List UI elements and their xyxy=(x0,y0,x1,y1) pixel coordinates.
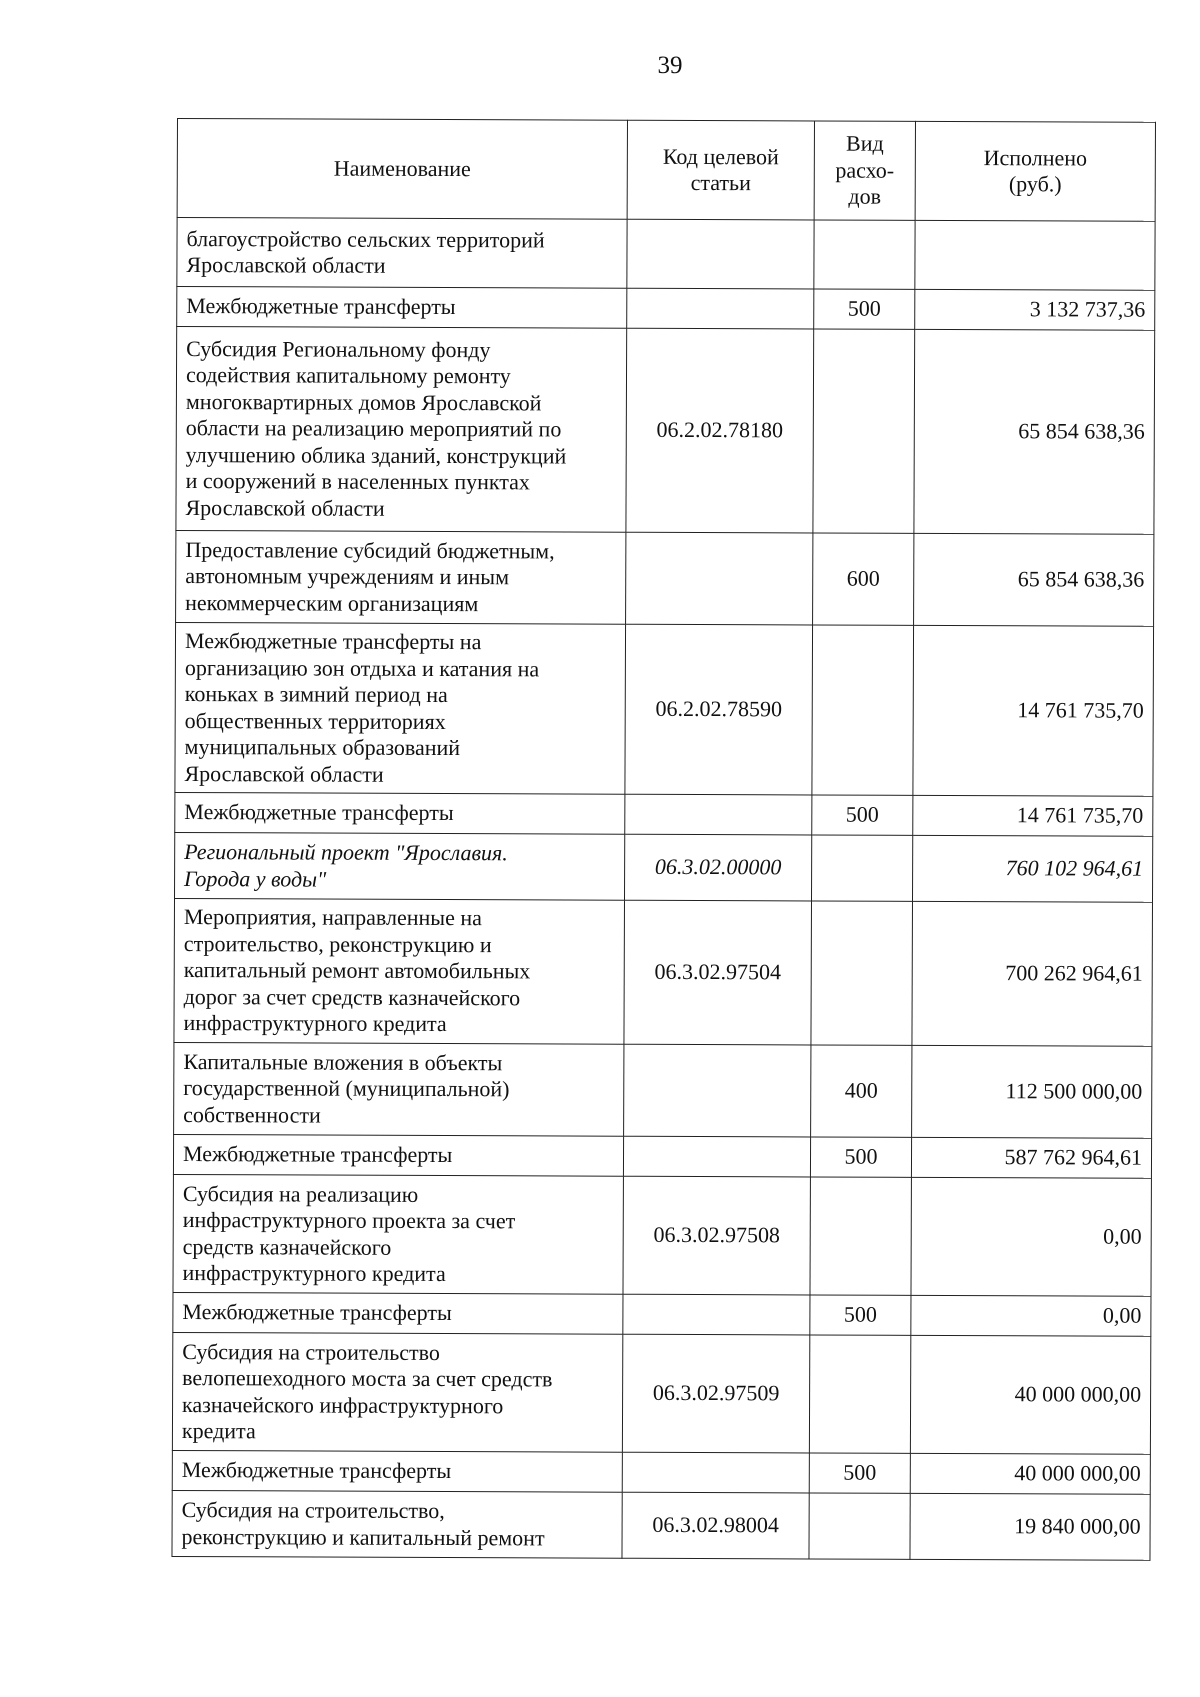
row-name: Межбюджетные трансферты на организацию зон отдыха и катания на коньках в зимний период на общественных территориях муниципальных образований Ярославской области xyxy=(175,622,626,794)
row-code: 06.2.02.78590 xyxy=(625,624,813,795)
header-name: Наименование xyxy=(177,119,627,220)
row-name: Капитальные вложения в объекты государственной (муниципальной) собственности xyxy=(174,1042,624,1136)
row-name: Мероприятия, направленные на строительство, реконструкцию и капитальный ремонт автомобильных дорог за счет средств казначейского инфраструктурного кредита xyxy=(174,898,625,1044)
row-sum: 700 262 964,61 xyxy=(912,901,1153,1046)
row-name: Региональный проект "Ярославия. Города у воды" xyxy=(175,832,625,900)
row-type xyxy=(811,835,912,901)
table-row xyxy=(176,530,1154,626)
table-row xyxy=(177,287,1155,331)
table-row xyxy=(173,1292,1151,1336)
row-name: Предоставление субсидий бюджетным, автономным учреждениям и иным некоммерческим организациям xyxy=(176,530,626,624)
row-name: благоустройство сельских территорий Ярославской области xyxy=(177,218,627,289)
row-type xyxy=(812,625,914,795)
table-row xyxy=(174,1042,1152,1138)
budget-table xyxy=(171,118,1156,1561)
row-sum: 40 000 000,00 xyxy=(910,1453,1150,1494)
row-code xyxy=(627,288,814,329)
row-sum: 587 762 964,61 xyxy=(911,1137,1151,1178)
row-type: 400 xyxy=(811,1045,912,1137)
row-type xyxy=(810,1177,911,1295)
row-sum: 112 500 000,00 xyxy=(912,1045,1152,1138)
row-type: 500 xyxy=(810,1295,911,1335)
row-code: 06.3.02.97504 xyxy=(624,900,812,1045)
header-type: Вид расхо- дов xyxy=(814,121,915,220)
row-code xyxy=(627,219,814,289)
row-name: Межбюджетные трансферты xyxy=(173,1292,623,1334)
row-type: 500 xyxy=(812,795,913,835)
table-row xyxy=(173,1174,1151,1296)
row-code: 06.2.02.78180 xyxy=(626,328,814,533)
row-type xyxy=(814,220,915,289)
row-name: Межбюджетные трансферты xyxy=(177,287,627,329)
table-header-row xyxy=(177,119,1155,222)
row-name: Межбюджетные трансферты xyxy=(175,792,625,834)
row-sum: 40 000 000,00 xyxy=(910,1335,1150,1454)
table-row xyxy=(175,622,1154,796)
row-code xyxy=(623,1294,810,1335)
table-row xyxy=(173,1134,1151,1178)
row-type: 600 xyxy=(813,533,914,625)
row-sum: 19 840 000,00 xyxy=(910,1493,1150,1560)
row-name: Субсидия на реализацию инфраструктурного проекта за счет средств казначейского инфраструктурного кредита xyxy=(173,1174,623,1294)
row-code: 06.3.02.97508 xyxy=(623,1176,810,1295)
row-code: 06.3.02.00000 xyxy=(624,834,811,901)
row-sum: 0,00 xyxy=(911,1295,1151,1336)
table-row xyxy=(177,218,1155,291)
row-code: 06.3.02.97509 xyxy=(622,1334,809,1453)
table-row xyxy=(172,1490,1150,1560)
row-type: 500 xyxy=(810,1137,911,1177)
row-sum: 14 761 735,70 xyxy=(913,625,1154,796)
row-code xyxy=(625,794,812,835)
row-sum: 3 132 737,36 xyxy=(915,289,1155,330)
table-row xyxy=(172,1332,1150,1454)
row-type xyxy=(811,901,913,1045)
table-row xyxy=(175,832,1153,902)
row-sum: 0,00 xyxy=(911,1177,1151,1296)
table-row xyxy=(174,898,1153,1046)
row-type: 500 xyxy=(809,1453,910,1493)
row-name: Межбюджетные трансферты xyxy=(172,1450,622,1492)
row-code xyxy=(622,1452,809,1493)
row-type: 500 xyxy=(814,289,915,329)
header-sum: Исполнено (руб.) xyxy=(915,121,1155,221)
table-row xyxy=(175,792,1153,836)
table-row xyxy=(172,1450,1150,1494)
row-sum: 65 854 638,36 xyxy=(914,533,1154,626)
row-type xyxy=(813,329,915,533)
row-type xyxy=(809,1335,910,1453)
row-name: Субсидия Региональному фонду содействия капитальному ремонту многоквартирных домов Ярославской области на реализацию мероприятий по улучшению облика зданий, конструкций и сооружений в населенных пунктах Ярославской области xyxy=(176,327,627,533)
page-number: 39 xyxy=(657,52,683,79)
row-code xyxy=(624,1044,811,1137)
row-sum: 760 102 964,61 xyxy=(912,835,1152,902)
header-code: Код целевой статьи xyxy=(627,120,814,220)
table-row xyxy=(176,327,1155,535)
row-sum: 65 854 638,36 xyxy=(914,329,1155,534)
row-sum xyxy=(915,220,1155,290)
row-code: 06.3.02.98004 xyxy=(622,1492,809,1559)
row-code xyxy=(623,1136,810,1177)
row-sum: 14 761 735,70 xyxy=(913,795,1153,836)
row-type xyxy=(809,1493,910,1559)
row-name: Субсидия на строительство велопешеходного моста за счет средств казначейского инфраструктурного кредита xyxy=(172,1332,622,1452)
row-name: Межбюджетные трансферты xyxy=(173,1134,623,1176)
row-name: Субсидия на строительство, реконструкцию и капитальный ремонт xyxy=(172,1490,622,1558)
row-code xyxy=(626,532,813,625)
